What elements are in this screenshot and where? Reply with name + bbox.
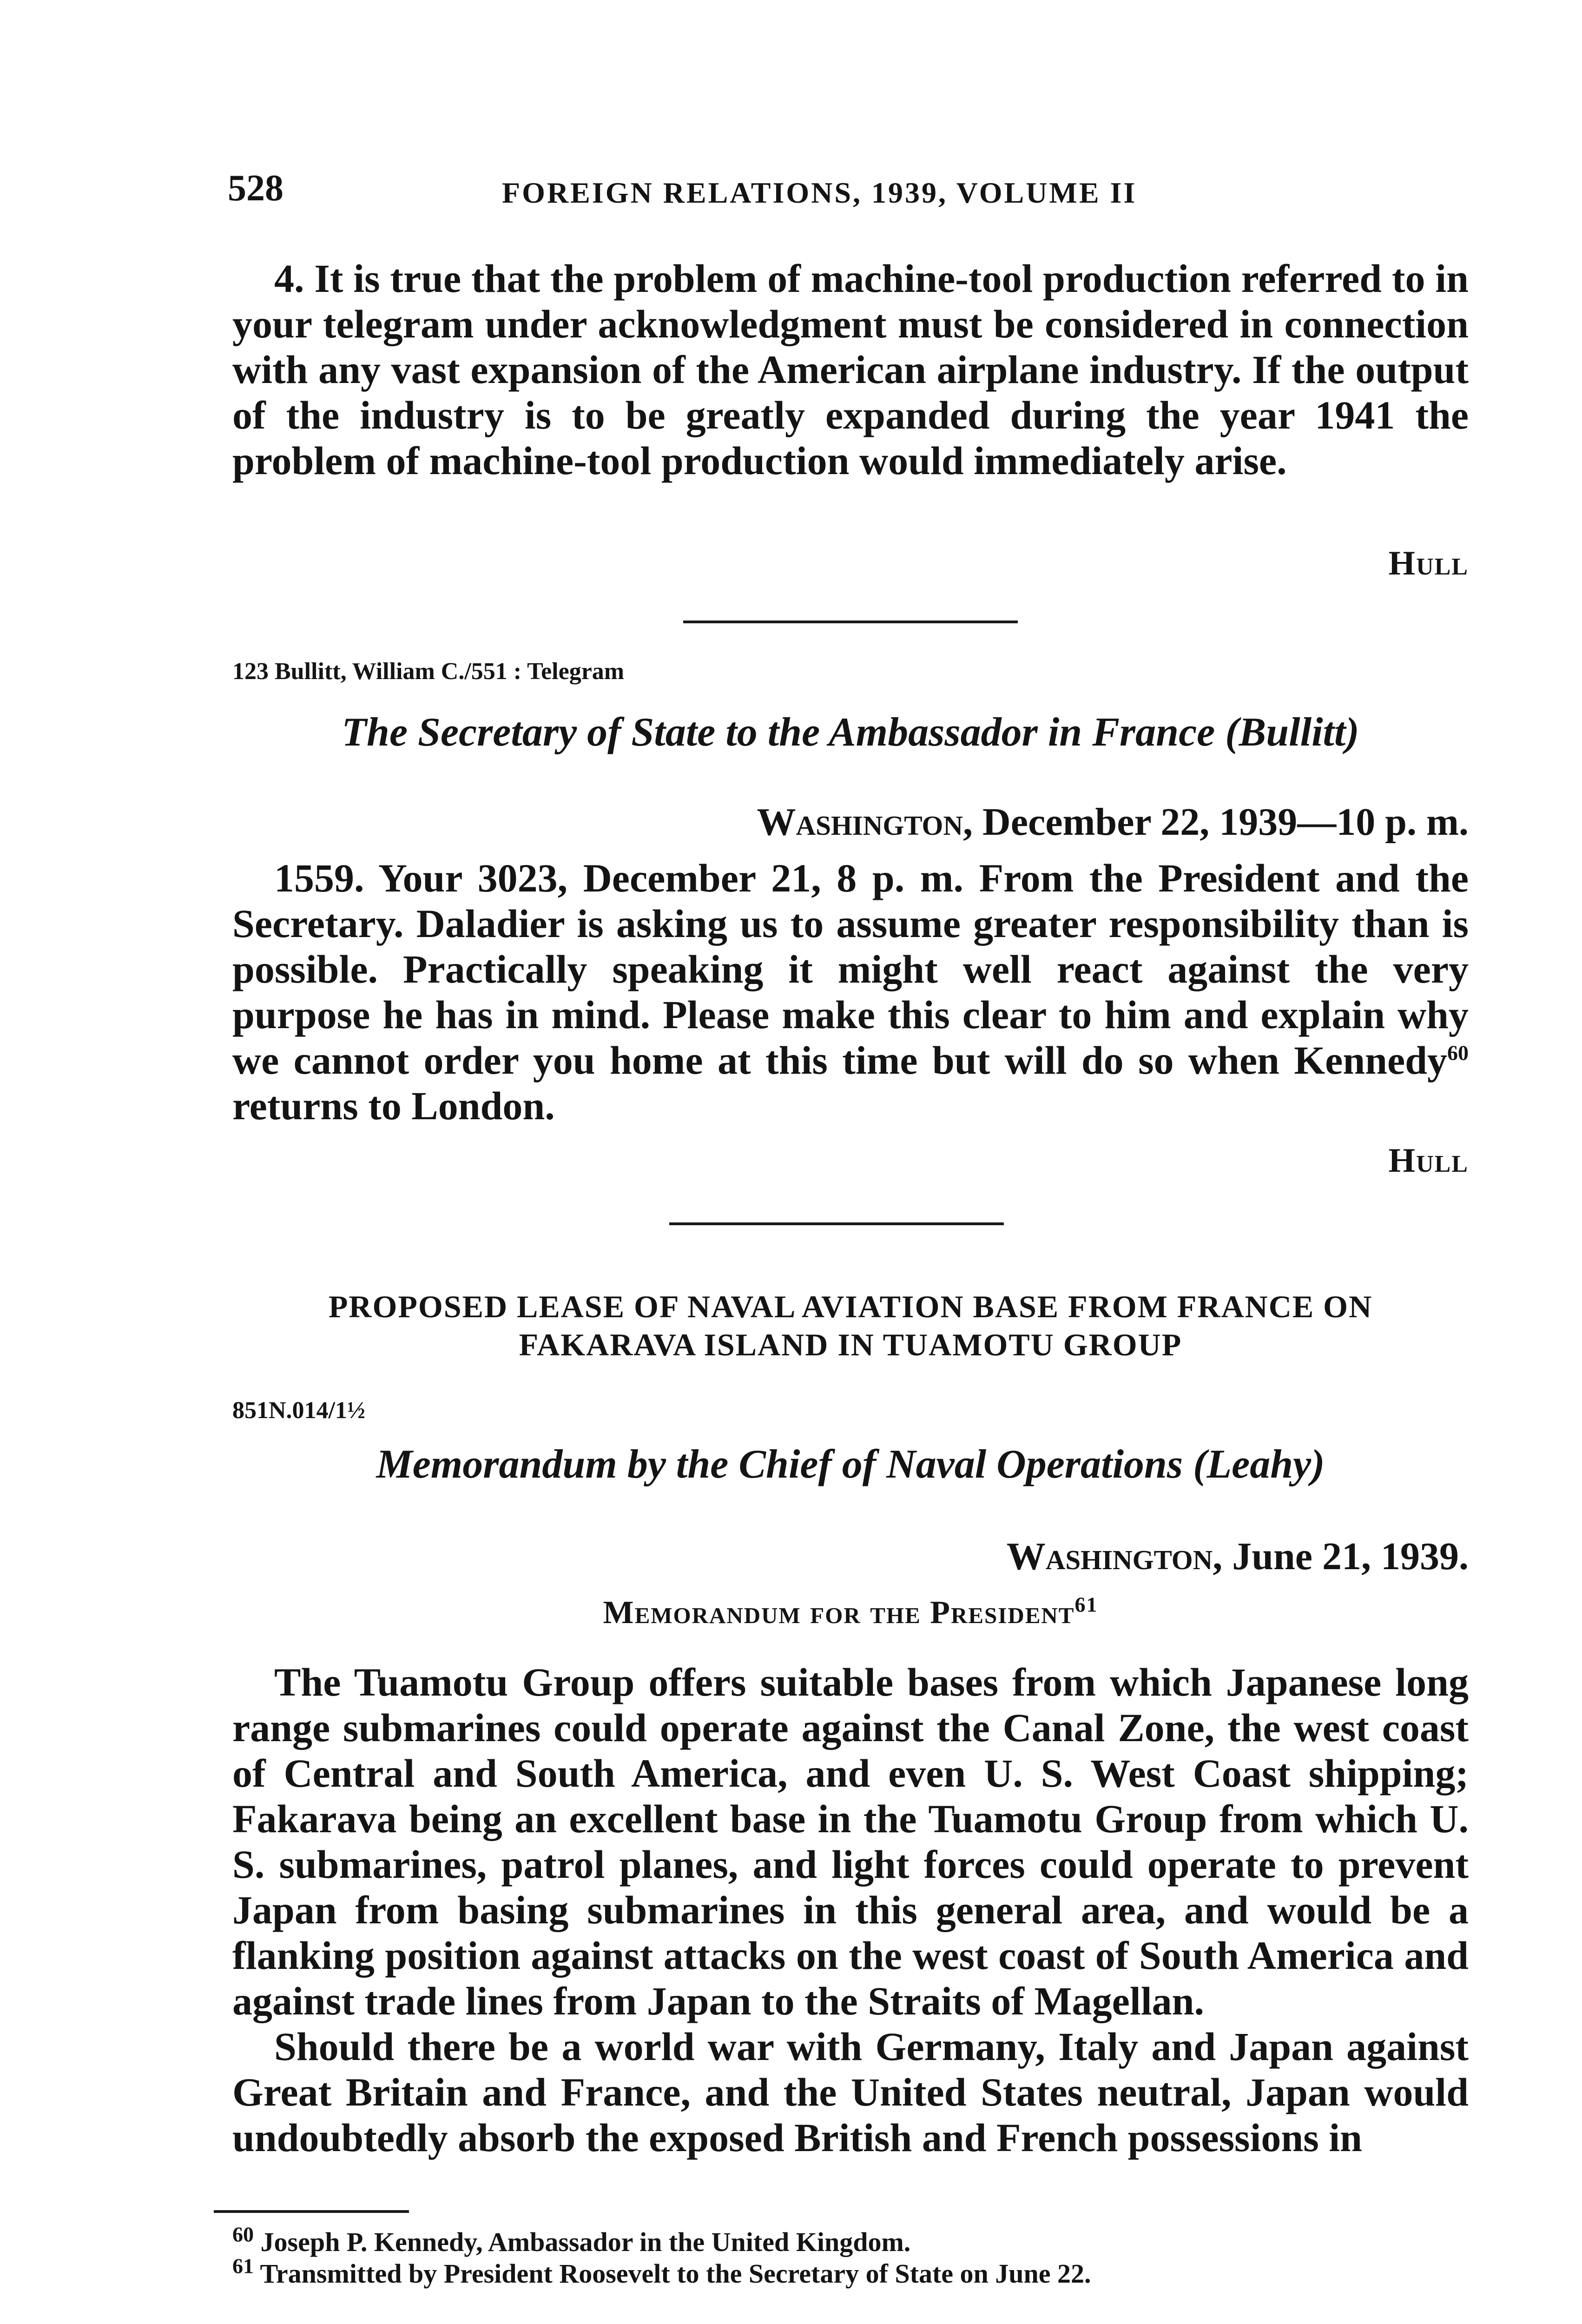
footnote-ref-60: 60 (1447, 1041, 1469, 1065)
doc2-file-ref: 123 Bullitt, William C./551 : Telegram (232, 658, 625, 685)
footnote-text-61: Transmitted by President Roosevelt to the Secretary of State on June 22. (260, 2258, 1091, 2289)
running-title: FOREIGN RELATIONS, 1939, VOLUME II (502, 176, 1137, 209)
memo-heading-text: Memorandum for the President (603, 1595, 1075, 1631)
doc3-dateline-date: , June 21, 1939. (1213, 1535, 1469, 1578)
footnote-text-60: Joseph P. Kennedy, Ambassador in the United Kingdom. (260, 2227, 911, 2257)
page-number: 528 (228, 168, 283, 209)
doc2-paragraph (232, 855, 1469, 1129)
doc3-dateline-place: Washington (1006, 1535, 1213, 1578)
separator-rule-1 (683, 621, 1018, 623)
footnote-ref-61: 61 (1074, 1592, 1098, 1617)
separator-rule-2 (669, 1222, 1004, 1225)
doc3-paragraph-2: Should there be a world war with Germany, Italy and Japan against Great Britain and France, and the United States neutral, Japan would undoubtedly absorb the exposed British and French possessions in (232, 2024, 1469, 2160)
footnote-mark-60: 60 (232, 2222, 254, 2246)
memo-heading (232, 1594, 1469, 1631)
doc2-dateline-date: , December 22, 1939—10 p. m. (963, 800, 1469, 844)
footnote-60 (232, 2222, 1469, 2258)
section-heading-line-2: FAKARAVA ISLAND IN TUAMOTU GROUP (519, 1327, 1182, 1362)
doc3-dateline (232, 1534, 1469, 1579)
doc2-body (232, 855, 1469, 1129)
doc3-title: Memorandum by the Chief of Naval Operations (Leahy) (376, 1442, 1325, 1487)
doc3-paragraph-1: The Tuamotu Group offers suitable bases from which Japanese long range submarines could operate against the Canal Zone, the west coast of Central and South America, and even U. S. West Coast shipping; Fakarava being an excellent base in the Tuamotu Group from which U. S. submarines, patrol planes, and light forces could operate to prevent Japan from basing submarines in this general area, and would be a flanking position against attacks on the west coast of South America and against trade lines from Japan to the Straits of Magellan. (232, 1660, 1469, 2023)
doc2-body-end: returns to London. (232, 1083, 555, 1128)
doc2-dateline-place: Washington (757, 800, 963, 844)
doc2-body-text: 1559. Your 3023, December 21, 8 p. m. From the President and the Secretary. Daladier is asking us to assume greater responsibility than is possible. Practically speaking it might well react against the very purpose he has in mind. Please make this clear to him and explain why we cannot order you home at this time but will do so when Kennedy (232, 856, 1469, 1083)
doc1-body (232, 256, 1469, 483)
doc2-dateline (232, 799, 1469, 845)
footnote-mark-61: 61 (232, 2254, 254, 2278)
doc3-file-ref: 851N.014/1½ (232, 1397, 365, 1424)
doc1-paragraph-4: 4. It is true that the problem of machine-tool production referred to in your telegram under acknowledgment must be considered in connection with any vast expansion of the American airplane industry. If the output of the industry is to be greatly expanded during the year 1941 the problem of machine-tool production would immediately arise. (232, 256, 1469, 483)
footnotes (232, 2222, 1469, 2290)
doc2-signature: Hull (1388, 1142, 1469, 1180)
doc3-body (232, 1659, 1469, 2160)
section-heading (232, 1287, 1469, 1364)
running-head (228, 167, 1473, 218)
section-heading-line-1: PROPOSED LEASE OF NAVAL AVIATION BASE FROM FRANCE ON (328, 1289, 1373, 1324)
doc1-signature: Hull (1388, 544, 1469, 582)
footnote-61 (232, 2254, 1469, 2290)
doc2-title: The Secretary of State to the Ambassador in France (Bullitt) (342, 710, 1359, 755)
footnote-rule (214, 2210, 409, 2213)
